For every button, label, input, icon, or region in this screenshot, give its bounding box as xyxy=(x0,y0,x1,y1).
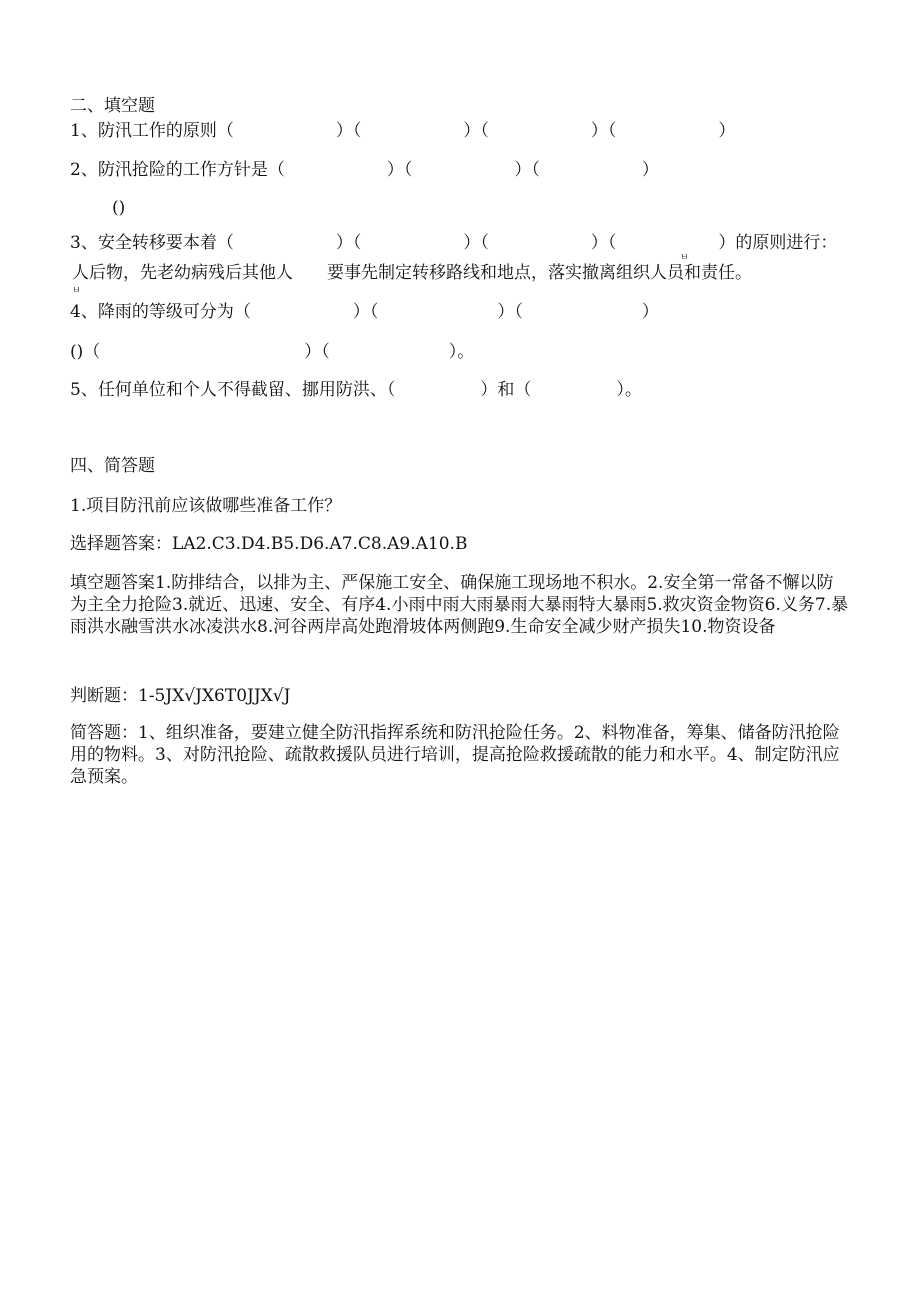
fill-question-5: 5、任何单位和个人不得截留、挪用防洪、（ ）和（ ）。 xyxy=(70,380,642,400)
short-answer-question-1: 1.项目防汛前应该做哪些准备工作？ xyxy=(70,496,342,516)
fill-heading: 二、填空题 xyxy=(70,96,155,116)
fill-question-4-continuation: ()（ ）（ ）。 xyxy=(70,342,475,362)
short-answer-heading: 四、简答题 xyxy=(70,456,155,476)
fill-question-2: 2、防汛抢险的工作方针是（ ）（ ）（ ） xyxy=(70,160,659,180)
fill-answers: 填空题答案1.防排结合，以排为主、严保施工安全、确保施工现场地不积水。2.安全第一常备不懈以防为主全力抢险3.就近、迅速、安全、有序4.小雨中雨大雨暴雨大暴雨特大暴雨5.救灾资金物资6.义务7.暴雨洪水融雪洪水冰凌洪水8.河谷两岸高处跑滑坡体两侧跑9.生命安全减少财产损失10.物资设备 xyxy=(70,573,849,637)
fill-question-3: 3、安全转移要本着（ ）（ ）（ ）（ ）的原则进行： xyxy=(70,233,838,253)
judge-answers: 判断题：1-5JX√JX6T0JJX√J xyxy=(70,686,291,706)
fill-question-4: 4、降雨的等级可分为（ ）（ ）（ ） xyxy=(70,302,659,322)
choice-answers: 选择题答案：LA2.C3.D4.B5.D6.A7.C8.A9.A10.B xyxy=(70,534,468,554)
scan-mark: ㅂ xyxy=(72,286,81,296)
fill-question-1: 1、防汛工作的原则（ ）（ ）（ ）（ ） xyxy=(70,121,736,141)
short-answers: 简答题：1、组织准备，要建立健全防汛指挥系统和防汛抢险任务。2、料物准备，筹集、储备防汛抢险用的物料。3、对防汛抢险、疏散救援队员进行培训，提高抢险救援疏散的能力和水平。4、制定防汛应急预案。 xyxy=(70,723,840,787)
fill-question-3-continuation: 人后物，先老幼病残后其他人 要事先制定转移路线和地点，落实撤离组织人员和责任。 xyxy=(72,263,752,283)
fill-question-2-continuation: () xyxy=(112,198,126,218)
scan-mark: ㅂ xyxy=(680,253,689,263)
